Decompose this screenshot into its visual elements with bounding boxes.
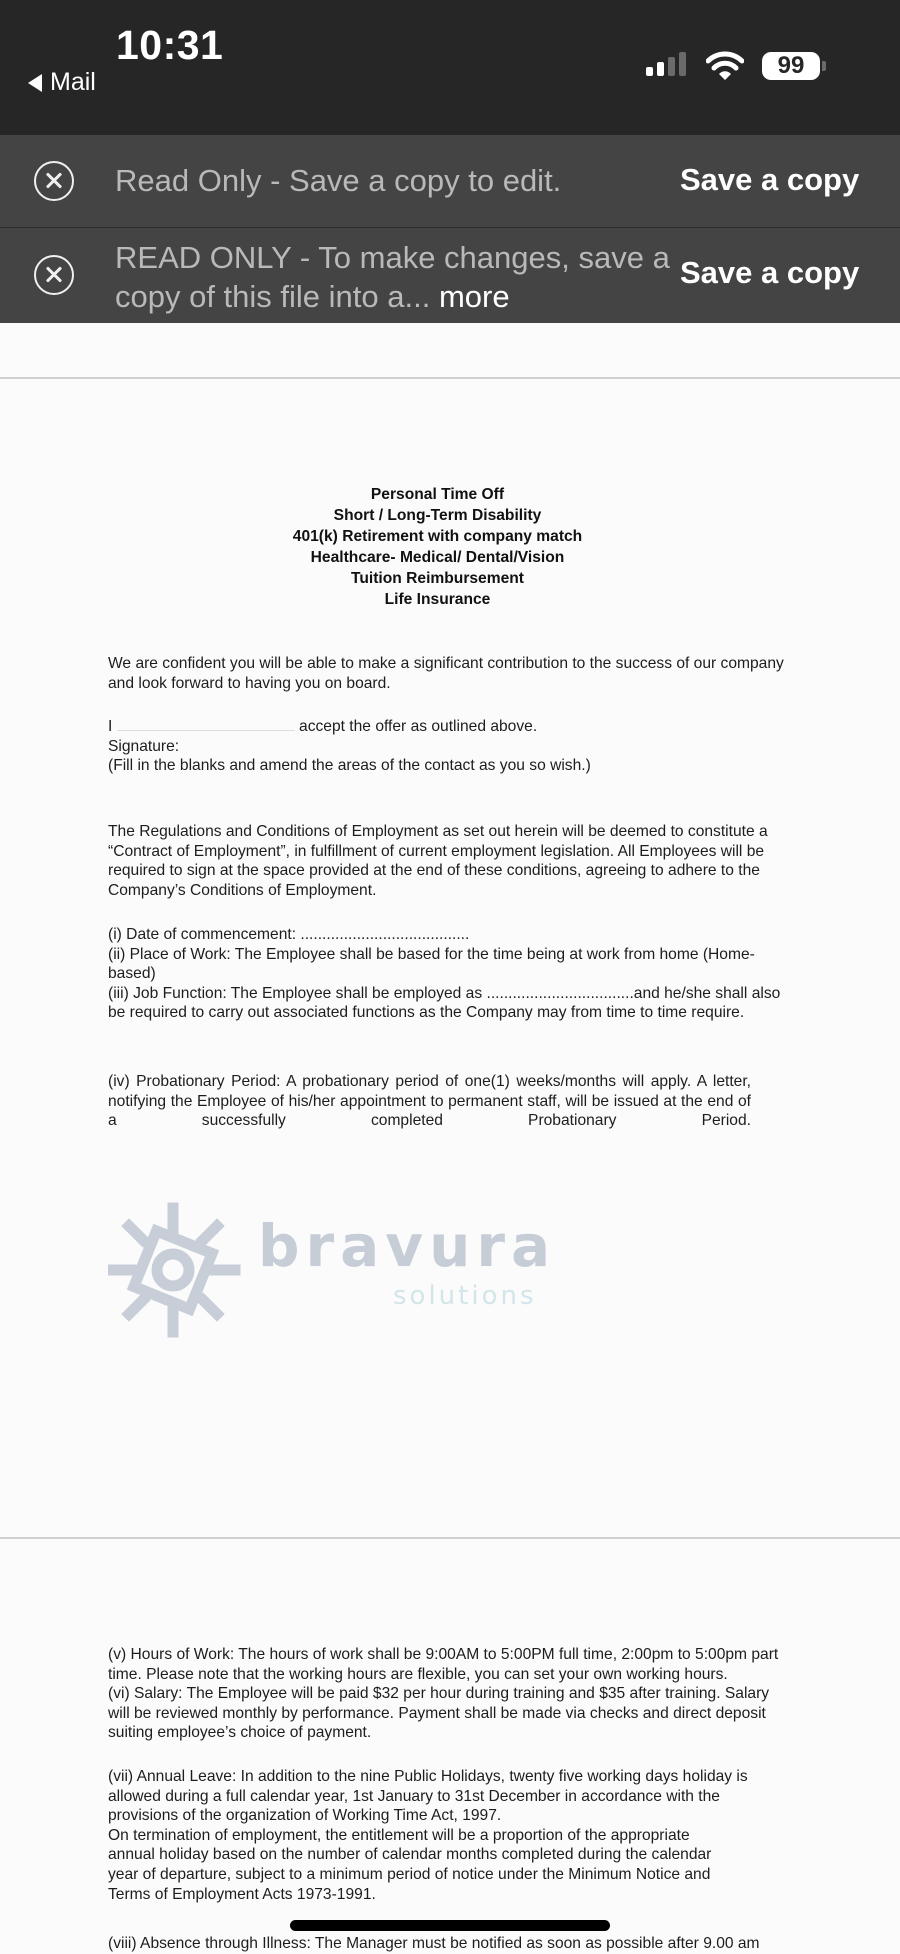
logo-name: bravura xyxy=(258,1212,557,1280)
benefit-item: Short / Long-Term Disability xyxy=(333,507,542,524)
save-a-copy-button[interactable]: Save a copy xyxy=(680,255,860,290)
benefit-item: Personal Time Off xyxy=(370,486,505,503)
termination-paragraph: On termination of employment, the entitlement will be a proportion of the appropriate annual holiday based on the number of calendar months completed during the calendar year of departure, subject to a minimum period of notice under the Minimum Notice and Terms of Employment Acts 1973-1991. xyxy=(108,1826,712,1903)
back-arrow-icon xyxy=(28,74,42,92)
term-item: (v) Hours of Work: The hours of work shall be 9:00AM to 5:00PM full time, 2:00pm to 5:00pm part time. Please note that the working hours are flexible, you can set your own working hours. xyxy=(108,1646,779,1683)
term-item: (ii) Place of Work: The Employee shall be based for the time being at work from home (Home-based) xyxy=(108,945,755,983)
terms-list-2 xyxy=(108,1645,793,1743)
term-item: (viii) Absence through Illness: The Manager must be notified as soon as possible after 9.00 am xyxy=(108,1935,760,1952)
term-item: (vi) Salary: The Employee will be paid $32 per hour during training and $35 after training. Salary will be reviewed monthly by performance. Payment shall be made via checks and direct deposit suiting employee’s choice of payment. xyxy=(108,1685,770,1742)
save-a-copy-button[interactable]: Save a copy xyxy=(680,162,860,197)
read-only-info-banner xyxy=(0,228,900,323)
read-only-banner xyxy=(0,135,900,228)
benefit-item: Healthcare- Medical/ Dental/Vision xyxy=(310,549,565,566)
cellular-signal-icon xyxy=(646,52,686,76)
back-to-mail-button[interactable] xyxy=(28,68,96,97)
benefit-item: Life Insurance xyxy=(384,591,491,608)
probation-paragraph: (iv) Probationary Period: A probationary period of one(1) weeks/months will apply. A letter, notifying the Employee of his/her appointment to permanent staff, will be issued at the end of a successfully completed Probationary Period. xyxy=(108,1073,751,1130)
status-bar xyxy=(0,0,900,135)
confident-paragraph: We are confident you will be able to make a significant contribution to the success of our company and look forward to having you on board. xyxy=(108,655,784,692)
banner-message: READ ONLY - To make changes, save a copy of this file into a... more xyxy=(115,240,670,314)
benefits-list xyxy=(0,484,900,610)
page-divider xyxy=(0,377,900,379)
regulations-paragraph: The Regulations and Conditions of Employment as set out herein will be deemed to constitute a “Contract of Employment”, in fulfillment of current employment legislation. All Employees will be required to sign at the space provided at the end of these conditions, agreeing to adhere to the Company’s Conditions of Employment. xyxy=(108,823,768,899)
close-icon[interactable] xyxy=(34,255,74,295)
clock: 10:31 xyxy=(116,22,224,68)
back-app-label: Mail xyxy=(50,68,96,96)
acceptance-block xyxy=(108,716,793,776)
term-item: (vii) Annual Leave: In addition to the nine Public Holidays, twenty five working days holiday is allowed during a full calendar year, 1st January to 31st December in accordance with the provisions of the organization of Working Time Act, 1997. xyxy=(108,1768,748,1825)
benefit-item: Tuition Reimbursement xyxy=(351,570,524,587)
battery-tip xyxy=(822,61,826,71)
signature-label: Signature: xyxy=(108,737,180,755)
logo-mark-icon xyxy=(111,1208,235,1332)
page-divider xyxy=(0,1537,900,1539)
accept-line: I accept the offer as outlined above. xyxy=(108,718,538,735)
name-blank xyxy=(117,716,295,731)
more-link[interactable]: more xyxy=(438,279,510,314)
battery-icon: 99 xyxy=(762,52,820,80)
banner-message: Read Only - Save a copy to edit. xyxy=(115,163,562,198)
close-icon[interactable] xyxy=(34,161,74,201)
bravura-logo-watermark xyxy=(108,1200,578,1340)
term-item: (i) Date of commencement: ....................................... xyxy=(108,926,470,943)
annual-leave-block xyxy=(108,1767,773,1904)
fill-note: (Fill in the blanks and amend the areas of the contact as you so wish.) xyxy=(108,757,591,775)
home-indicator[interactable] xyxy=(290,1920,610,1931)
benefit-item: 401(k) Retirement with company match xyxy=(292,528,583,545)
terms-list-1 xyxy=(108,925,793,1023)
logo-subtitle: solutions xyxy=(393,1281,537,1311)
term-item: (iii) Job Function: The Employee shall be employed as ..................................and he/she shall also be required to carry out associated functions as the Company may from time to time require. xyxy=(108,984,781,1022)
wifi-icon xyxy=(706,50,744,82)
